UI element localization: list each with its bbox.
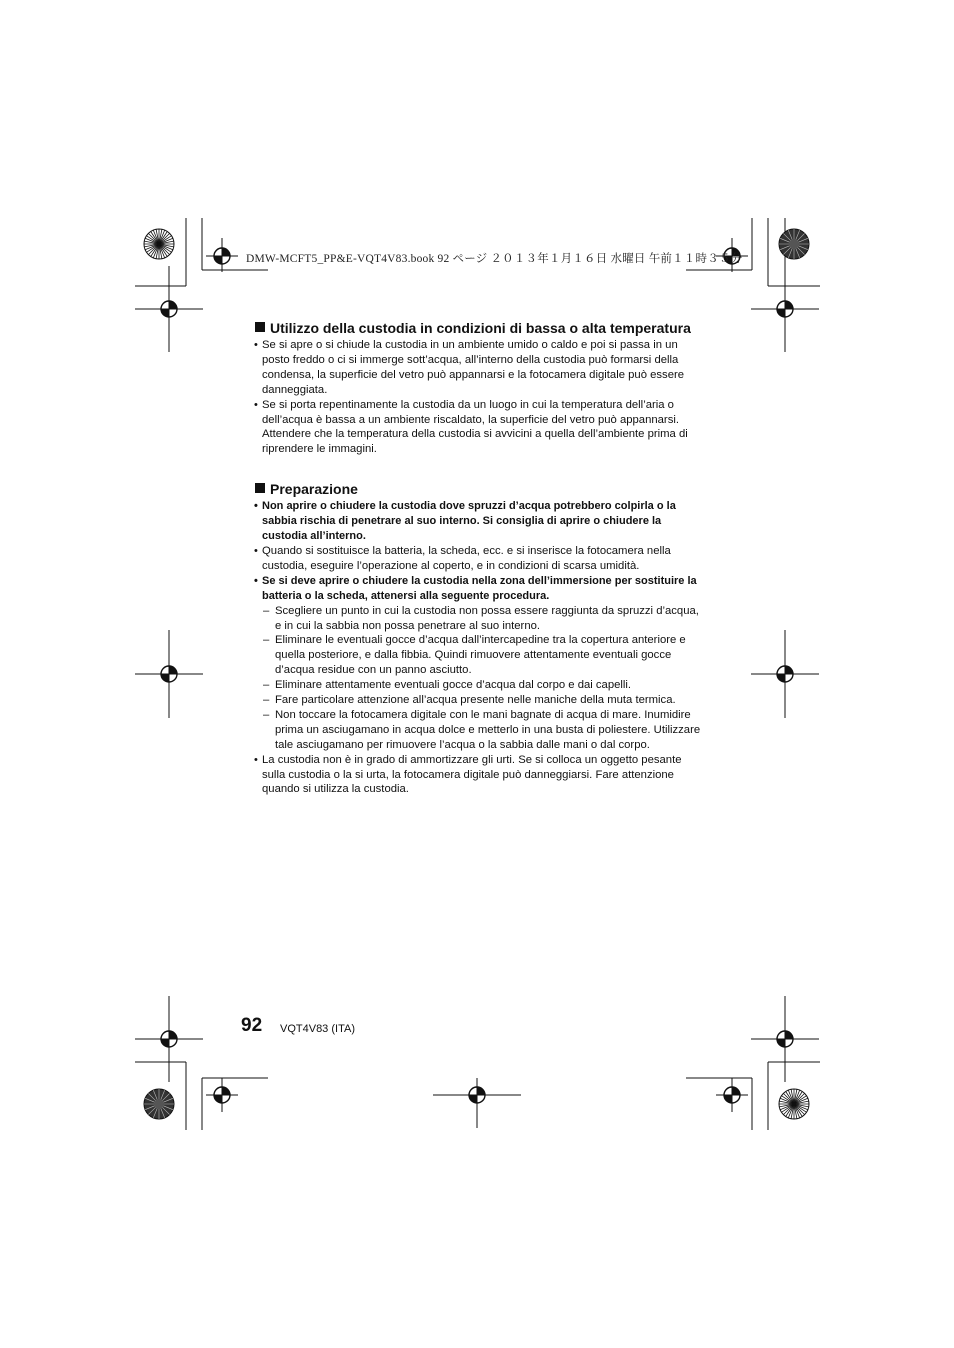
document-code: VQT4V83 (ITA) [280, 1023, 355, 1035]
step-item [254, 693, 704, 708]
section-title-temperature [254, 318, 704, 338]
step-item [254, 678, 704, 693]
list-item-text: La custodia non è in grado di ammortizzare gli urti. Se si colloca un oggetto pesante sulla custodia o la si urta, la fotocamera digitale può danneggiarsi. Fare attenzione quando si utilizza la custodia. [262, 753, 682, 796]
bullet-dot-icon: • [254, 398, 258, 411]
list-item-text: Se si deve aprire o chiudere la custodia nella zona dell’immersione per sostituire la batteria o la scheda, attenersi alla seguente procedura. [262, 574, 697, 602]
bullet-dot-icon: • [254, 339, 258, 351]
list-item-text: Se si apre o si chiude la custodia in un ambiente umido o caldo e poi si passa in un posto freddo o ci si immerge sott’acqua, all’interno della custodia può formarsi della condensa, la superficie del vetro può appannarsi e la fotocamera digitale può essere danneggiata. [262, 339, 685, 396]
square-bullet-icon [255, 322, 265, 332]
step-text: Fare particolare attenzione all’acqua presente nelle maniche della muta termica. [275, 694, 676, 707]
step-text: Eliminare attentamente eventuali gocce d’acqua dal corpo e dai capelli. [275, 679, 632, 692]
bullet-dot-icon: • [254, 500, 258, 513]
dash-icon: – [263, 694, 270, 707]
page-number: 92 [241, 1015, 263, 1036]
temperature-bullet-list [254, 338, 704, 457]
page-content [254, 318, 704, 797]
list-item [254, 544, 704, 574]
bullet-dot-icon: • [254, 753, 258, 766]
step-text: Scegliere un punto in cui la custodia non possa essere raggiunta da spruzzi d’acqua, e in cui la sabbia non possa penetrare al suo interno. [275, 604, 699, 632]
step-item [254, 633, 704, 678]
square-bullet-icon [255, 483, 265, 493]
dash-icon: – [263, 604, 270, 617]
dash-icon: – [263, 679, 270, 692]
bullet-dot-icon: • [254, 544, 258, 557]
list-item-text: Quando si sostituisce la batteria, la scheda, ecc. e si inserisce la fotocamera nella custodia, eseguire l’operazione al coperto, e in condizioni di scarsa umidità. [262, 544, 671, 572]
preparazione-bullet-list [254, 499, 704, 797]
step-text: Non toccare la fotocamera digitale con le mani bagnate di acqua di mare. Inumidire prima un asciugamano in acqua dolce e metterlo in una busta di poliestere. Utilizzare tale asciugamano per rimuovere l’acqua o la sabbia dalle mani o dal corpo. [275, 708, 701, 751]
dash-icon: – [263, 634, 270, 647]
bullet-dot-icon: • [254, 574, 258, 587]
list-item [254, 338, 704, 398]
procedure-steps [254, 604, 704, 753]
section-title-preparazione [254, 479, 704, 499]
list-item [254, 574, 704, 753]
section-title-text: Preparazione [270, 481, 358, 498]
list-item-text: Se si porta repentinamente la custodia da un luogo in cui la temperatura dell’aria o dell’acqua è bassa a un ambiente riscaldato, la superficie del vetro può appannarsi. Attendere che la temperatura della custodia si avvicini a quella dell’ambiente prima di riprendere le immagini. [262, 398, 688, 456]
list-item [254, 753, 704, 798]
step-text: Eliminare le eventuali gocce d’acqua dall’intercapedine tra la copertura anteriore e quella posteriore, e dalla fibbia. Quindi rimuovere attentamente eventuali gocce d’acqua residue con un panno asciutto. [275, 634, 686, 677]
print-header: DMW-MCFT5_PP&E-VQT4V83.book 92 ページ ２０１３年１月１６日 水曜日 午前１１時３５分 [246, 253, 743, 265]
list-item [254, 499, 704, 544]
step-item [254, 708, 704, 753]
step-item [254, 604, 704, 634]
list-item-text: Non aprire o chiudere la custodia dove spruzzi d’acqua potrebbero colpirla o la sabbia rischia di penetrare al suo interno. Si consiglia di aprire o chiudere la custodia all’interno. [262, 500, 676, 543]
section-title-text: Utilizzo della custodia in condizioni di bassa o alta temperatura [270, 320, 691, 336]
dash-icon: – [263, 708, 270, 721]
list-item [254, 398, 704, 458]
